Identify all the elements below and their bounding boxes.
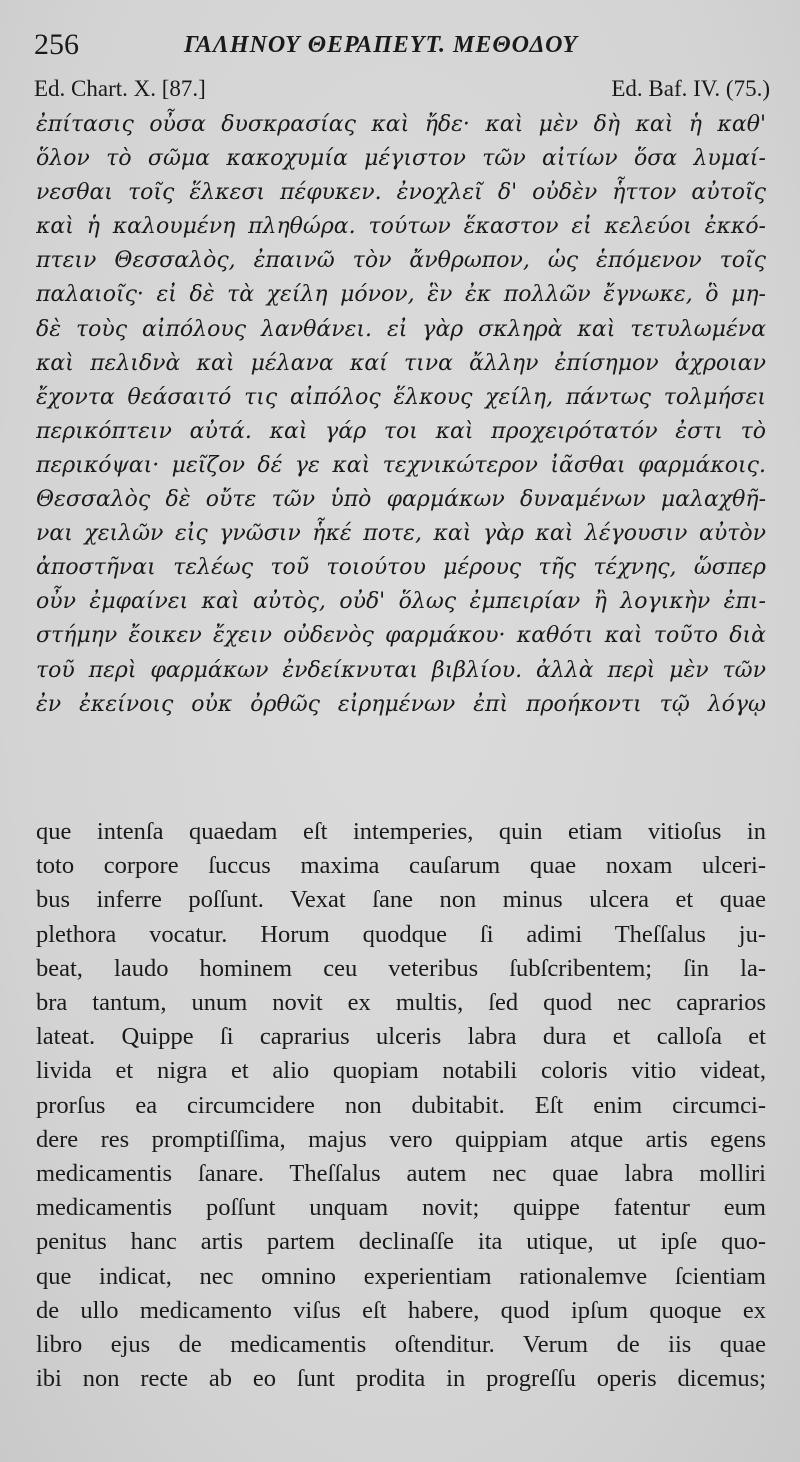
latin-text-line: lateat. Quippe ſi caprarius ulceris labra dura et calloſa et (36, 1023, 766, 1051)
latin-text-line: que intenſa quaedam eſt intemperies, quin etiam vitioſus in (36, 818, 766, 845)
greek-text-line: στήμην ἔοικεν ἔχειν οὐδενὸς φαρμάκου· καθότι καὶ τοῦτο διὰ (36, 623, 766, 649)
edition-reference-right: Ed. Baf. IV. (75.) (611, 76, 770, 101)
greek-text-block (36, 108, 766, 722)
latin-text-line: que indicat, nec omnino experientiam rationalemve ſcientiam (36, 1262, 766, 1290)
greek-text-line: ἐπίτασις οὖσα δυσκρασίας καὶ ἤδε· καὶ μὲν δὴ καὶ ἡ καθ' (36, 112, 766, 137)
greek-text-line: τοῦ περὶ φαρμάκων ἐνδείκνυται βιβλίου. ἀλλὰ περὶ μὲν τῶν (36, 657, 766, 683)
greek-text-line: καὶ ἡ καλουμένη πληθώρα. τούτων ἕκαστον εἰ κελεύοι ἐκκό- (36, 214, 766, 240)
greek-text-line: καὶ πελιδνὰ καὶ μέλανα καί τινα ἄλλην ἐπίσημον ἀχροιαν (36, 350, 766, 376)
greek-text-line: πτειν Θεσσαλὸς, ἐπαινῶ τὸν ἄνθρωπον, ὡς ἑπόμενον τοῖς (36, 248, 766, 274)
latin-text-line: bus inferre poſſunt. Vexat ſane non minus ulcera et quae (36, 886, 766, 914)
latin-text-line: toto corpore ſuccus maxima cauſarum quae noxam ulceri- (36, 852, 766, 880)
latin-text-line: livida et nigra et alio quopiam notabili coloris vitio videat, (36, 1057, 766, 1085)
greek-text-line: Θεσσαλὸς δὲ οὔτε τῶν ὑπὸ φαρμάκων δυναμένων μαλαχθῆ- (36, 487, 766, 513)
latin-text-line: penitus hanc artis partem declinaſſe ita utique, ut ipſe quo- (36, 1228, 766, 1256)
latin-text-line: libro ejus de medicamentis oſtenditur. Verum de iis quae (36, 1331, 766, 1359)
latin-text-line: prorſus ea circumcidere non dubitabit. Eſt enim circumci- (36, 1091, 766, 1119)
greek-text-line: ἐν ἐκείνοις οὐκ ὀρθῶς εἰρημένων ἐπὶ προήκοντι τῷ λόγῳ (36, 691, 766, 717)
greek-text-line: ναι χειλῶν εἰς γνῶσιν ἧκέ ποτε, καὶ γὰρ καὶ λέγουσιν αὐτὸν (36, 521, 766, 547)
greek-text-line: ὅλον τὸ σῶμα κακοχυμία μέγιστον τῶν αἰτίων ὅσα λυμαί- (36, 146, 766, 172)
greek-text-line: παλαιοῖς· εἰ δὲ τὰ χείλη μόνον, ἓν ἐκ πολλῶν ἔγνωκε, ὃ μη- (36, 282, 766, 308)
latin-text-line: plethora vocatur. Horum quodque ſi adimi Theſſalus ju- (36, 920, 766, 948)
edition-reference-left: Ed. Chart. X. [87.] (34, 76, 206, 101)
latin-text-line: dere res promptiſſima, majus vero quippiam atque artis egens (36, 1125, 766, 1153)
greek-text-line: νεσθαι τοῖς ἕλκεσι πέφυκεν. ἐνοχλεῖ δ' οὐδὲν ἧττον αὐτοῖς (36, 180, 766, 206)
greek-text-line: δὲ τοὺς αἰπόλους λανθάνει. εἰ γὰρ σκληρὰ καὶ τετυλωμένα (36, 316, 766, 342)
running-title: ΓΑΛΗΝΟΥ ΘΕΡΑΠΕΥΤ. ΜΕΘΟΔΟΥ (184, 32, 578, 58)
latin-text-line: medicamentis poſſunt unquam novit; quippe fatentur eum (36, 1194, 766, 1222)
latin-text-line: medicamentis ſanare. Theſſalus autem nec quae labra molliri (36, 1160, 766, 1188)
latin-text-line: bra tantum, unum novit ex multis, ſed quod nec caprarios (36, 989, 766, 1017)
greek-text-line: περικόπτειν αὐτά. καὶ γάρ τοι καὶ προχειρότατόν ἐστι τὸ (36, 418, 766, 444)
greek-text-line: ἀποστῆναι τελέως τοῦ τοιούτου μέρους τῆς τέχνης, ὥσπερ (36, 555, 766, 581)
latin-text-line: ibi non recte ab eo ſunt prodita in progreſſu operis dicemus; (36, 1365, 766, 1393)
greek-text-line: ἔχοντα θεάσαιτό τις αἰπόλος ἕλκους χείλη, πάντως τολμήσει (36, 384, 766, 410)
latin-text-line: de ullo medicamento viſus eſt habere, quod ipſum quoque ex (36, 1296, 766, 1324)
greek-text-line: οὖν ἐμφαίνει καὶ αὐτὸς, οὐδ' ὅλως ἐμπειρίαν ἢ λογικὴν ἐπι- (36, 589, 766, 615)
latin-text-block (36, 815, 766, 1396)
latin-text-line: beat, laudo hominem ceu veteribus ſubſcribentem; ſin la- (36, 954, 766, 982)
page-header (34, 28, 760, 68)
greek-text-line: περικόψαι· μεῖζον δέ γε καὶ τεχνικώτερον ἰᾶσθαι φαρμάκοις. (36, 452, 766, 478)
page-number: 256 (34, 28, 79, 61)
